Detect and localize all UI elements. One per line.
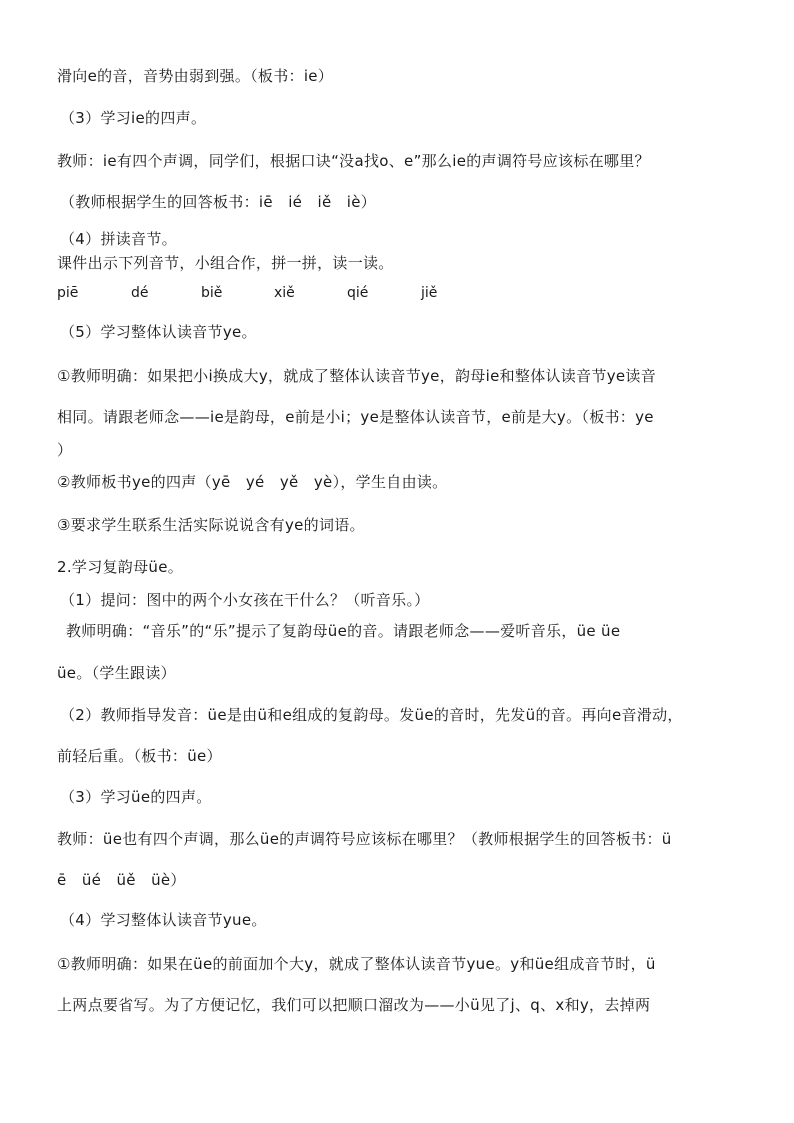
text-line: ①教师明确：如果把小i换成大y，就成了整体认读音节ye，韵母ie和整体认读音节ye读音 bbox=[57, 367, 657, 385]
text-line: ②教师板书ye的四声（yē yé yě yè），学生自由读。 bbox=[57, 473, 448, 491]
text-line: （3）学习ie的四声。 bbox=[60, 109, 207, 127]
text-line: üe。（学生跟读） bbox=[57, 664, 176, 682]
text-line: 相同。请跟老师念——ie是韵母，e前是小i；ye是整体认读音节，e前是大y。（板书：ye bbox=[57, 408, 654, 426]
text-line: （1）提问：图中的两个小女孩在干什么？（听音乐。） bbox=[60, 591, 430, 609]
syllable: qié bbox=[347, 285, 369, 301]
syllable-list bbox=[0, 283, 794, 303]
text-line: 前轻后重。（板书：üe） bbox=[57, 747, 222, 765]
text-line: 上两点要省写。为了方便记忆，我们可以把顺口溜改为——小ü见了j、q、x和y，去掉两 bbox=[57, 996, 651, 1014]
text-line: ） bbox=[57, 441, 73, 459]
text-line: （4）学习整体认读音节yue。 bbox=[60, 911, 267, 929]
text-line: （教师根据学生的回答板书：iē ié iě iè） bbox=[60, 193, 377, 211]
syllable: dé bbox=[131, 285, 149, 301]
text-line: （4）拼读音节。 bbox=[60, 230, 177, 248]
syllable: xiě bbox=[274, 285, 295, 301]
text-line: （2）教师指导发音：üe是由ü和e组成的复韵母。发üe的音时，先发ü的音。再向e音滑动， bbox=[60, 706, 683, 724]
text-line: ③要求学生联系生活实际说说含有ye的词语。 bbox=[57, 516, 365, 534]
text-line: ①教师明确：如果在üe的前面加个大y，就成了整体认读音节yue。y和üe组成音节时，ü bbox=[57, 955, 656, 973]
syllable: piē bbox=[57, 285, 79, 301]
text-line: （3）学习üe的四声。 bbox=[60, 788, 212, 806]
text-line: 课件出示下列音节，小组合作，拼一拼，读一读。 bbox=[57, 254, 394, 272]
text-line: ē üé üě üè） bbox=[57, 871, 186, 889]
syllable: jiě bbox=[421, 285, 438, 301]
text-line: 2.学习复韵母üe。 bbox=[57, 558, 184, 576]
text-line: 教师明确：“音乐”的“乐”提示了复韵母üe的音。请跟老师念——爱听音乐，üe üe bbox=[66, 622, 621, 640]
syllable: biě bbox=[201, 285, 223, 301]
text-line: （5）学习整体认读音节ye。 bbox=[60, 323, 257, 341]
text-line: 教师：ie有四个声调，同学们，根据口诀“没a找o、e”那么ie的声调符号应该标在哪里？ bbox=[57, 152, 650, 170]
text-line: 教师：üe也有四个声调，那么üe的声调符号应该标在哪里？（教师根据学生的回答板书：ü bbox=[57, 830, 672, 848]
text-line: 滑向e的音，音势由弱到强。（板书：ie） bbox=[57, 67, 334, 85]
